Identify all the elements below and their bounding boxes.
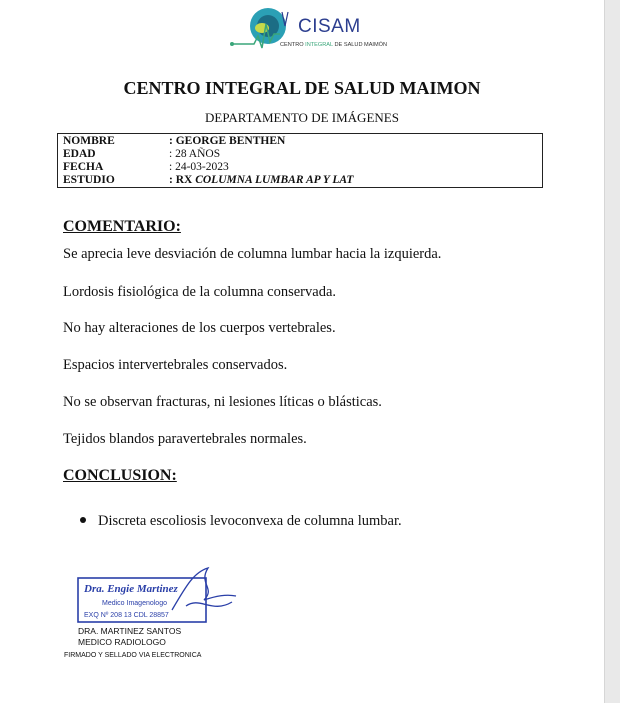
name-label: NOMBRE bbox=[63, 135, 115, 147]
doctor-name: DRA. MARTINEZ SANTOS bbox=[78, 626, 182, 636]
conclusion-heading: CONCLUSION: bbox=[63, 467, 177, 484]
stamp-name: Dra. Engie Martinez bbox=[84, 583, 178, 595]
report-title: CENTRO INTEGRAL DE SALUD MAIMON bbox=[123, 78, 481, 98]
stamp-exq: EXQ Nº 208 13 CDL 28857 bbox=[84, 612, 169, 619]
doctor-title: MEDICO RADIOLOGO bbox=[78, 637, 166, 647]
doctor-stamp bbox=[76, 566, 241, 628]
comment-line: No hay alteraciones de los cuerpos vertebrales. bbox=[63, 320, 336, 336]
comment-line: Espacios intervertebrales conservados. bbox=[63, 357, 288, 373]
comment-line: Tejidos blandos paravertebrales normales. bbox=[63, 431, 307, 447]
age-label: EDAD bbox=[63, 148, 96, 160]
comment-line: Lordosis fisiológica de la columna conservada. bbox=[63, 284, 337, 300]
stamp-title: Medico Imagenologo bbox=[102, 600, 167, 607]
cisam-emblem-icon bbox=[228, 4, 298, 60]
date-value: : 24-03-2023 bbox=[169, 161, 229, 173]
signature-scribble bbox=[172, 568, 236, 610]
clinic-logo bbox=[228, 4, 388, 60]
logo-subtitle: CENTRO INTEGRAL DE SALUD MAIMÓN bbox=[280, 42, 388, 48]
age-value: : 28 AÑOS bbox=[169, 148, 221, 160]
conclusion-item: Discreta escoliosis levoconvexa de columna lumbar. bbox=[98, 513, 402, 529]
name-value: : GEORGE BENTHEN bbox=[169, 135, 286, 147]
scrollbar-gutter[interactable] bbox=[604, 0, 620, 703]
bullet-icon bbox=[80, 517, 86, 523]
doctor-signature-block bbox=[78, 626, 181, 648]
comment-heading: COMENTARIO: bbox=[63, 218, 181, 235]
date-label: FECHA bbox=[63, 161, 104, 173]
department-name: DEPARTAMENTO DE IMÁGENES bbox=[205, 110, 399, 125]
comment-line: Se aprecia leve desviación de columna lumbar hacia la izquierda. bbox=[63, 246, 442, 262]
logo-name: CISAM bbox=[298, 16, 361, 37]
electronic-signature-note: FIRMADO Y SELLADO VIA ELECTRONICA bbox=[64, 652, 202, 659]
comment-line: No se observan fracturas, ni lesiones líticas o blásticas. bbox=[63, 394, 382, 410]
study-label: ESTUDIO bbox=[63, 174, 115, 186]
patient-info-box bbox=[57, 133, 543, 188]
study-value: : RX COLUMNA LUMBAR AP Y LAT bbox=[169, 174, 354, 186]
